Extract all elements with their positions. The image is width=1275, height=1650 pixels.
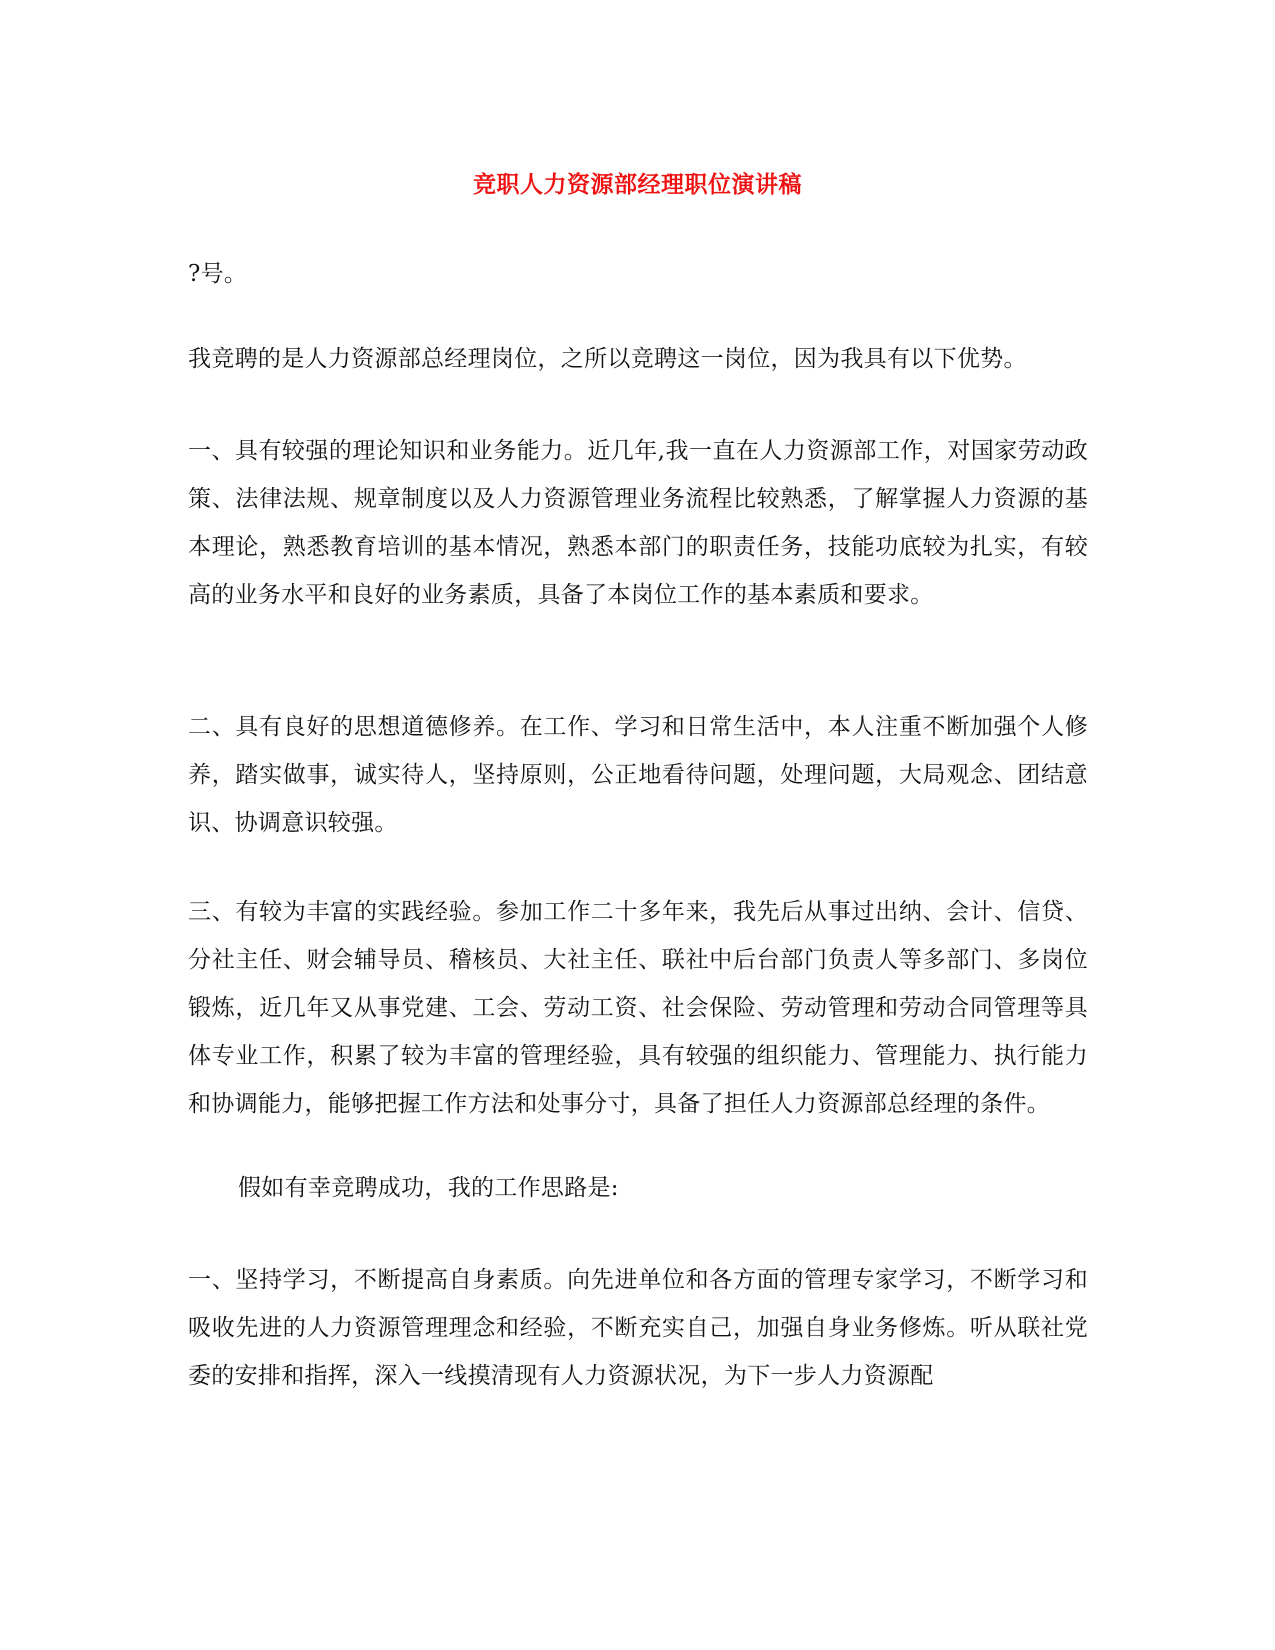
intro-paragraph: 我竞聘的是人力资源部总经理岗位，之所以竞聘这一岗位，因为我具有以下优势。 xyxy=(188,346,1027,372)
document-title: 竞职人力资源部经理职位演讲稿 xyxy=(473,171,802,198)
advantage-1-paragraph: 一、具有较强的理论知识和业务能力。近几年,我一直在人力资源部工作，对国家劳动政策、法律法规、规章制度以及人力资源管理业务流程比较熟悉，了解掌握人力资源的基本理论，熟悉教育培训的基本情况，熟悉本部门的职责任务，技能功底较为扎实，有较高的业务水平和良好的业务素质，具备了本岗位工作的基本素质和要求。 xyxy=(188,438,1088,608)
plan-intro-paragraph: 假如有幸竞聘成功，我的工作思路是: xyxy=(238,1175,619,1201)
advantage-3-paragraph: 三、有较为丰富的实践经验。参加工作二十多年来，我先后从事过出纳、会计、信贷、分社主任、财会辅导员、稽核员、大社主任、联社中后台部门负责人等多部门、多岗位锻炼，近几年又从事党建、工会、劳动工资、社会保险、劳动管理和劳动合同管理等具体专业工作，积累了较为丰富的管理经验，具有较强的组织能力、管理能力、执行能力和协调能力，能够把握工作方法和处事分寸，具备了担任人力资源部总经理的条件。 xyxy=(188,899,1088,1117)
advantage-2-paragraph: 二、具有良好的思想道德修养。在工作、学习和日常生活中，本人注重不断加强个人修养，踏实做事，诚实待人，坚持原则，公正地看待问题，处理问题，大局观念、团结意识、协调意识较强。 xyxy=(188,714,1088,836)
plan-1-paragraph: 一、坚持学习，不断提高自身素质。向先进单位和各方面的管理专家学习，不断学习和吸收先进的人力资源管理理念和经验，不断充实自己，加强自身业务修炼。听从联社党委的安排和指挥，深入一线摸清现有人力资源状况，为下一步人力资源配 xyxy=(188,1267,1088,1389)
greeting-line: ?号。 xyxy=(188,261,248,287)
